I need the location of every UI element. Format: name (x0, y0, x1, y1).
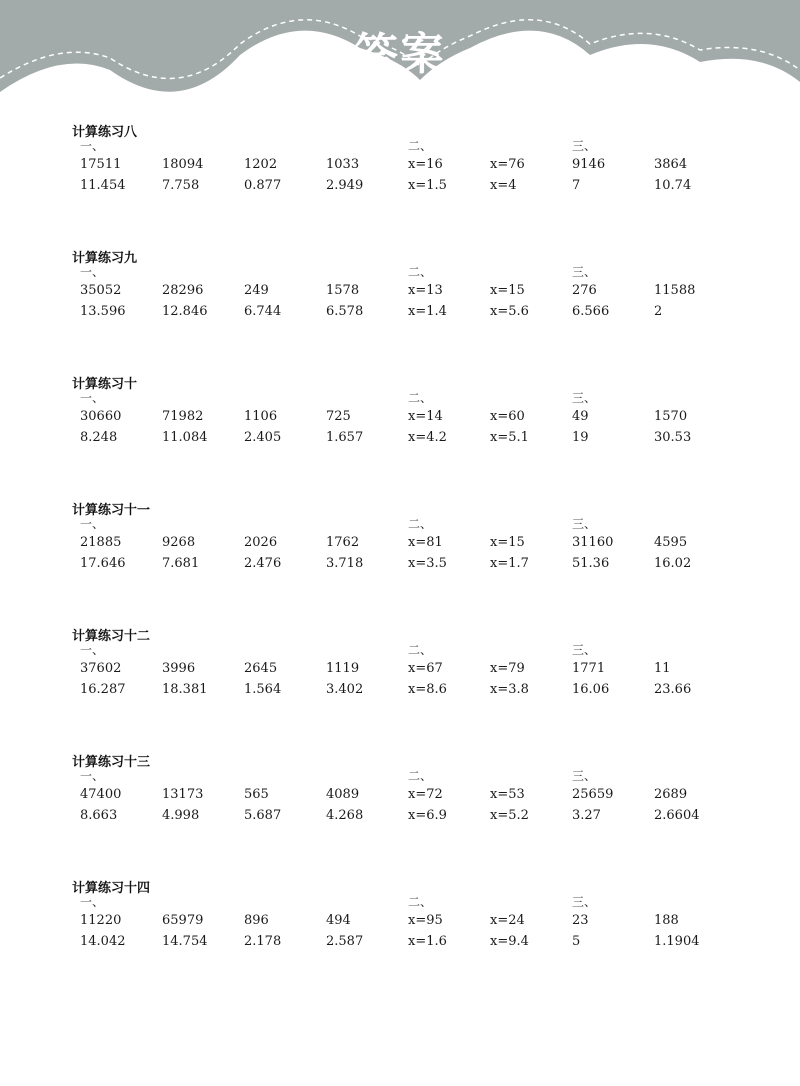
answer-row (72, 934, 772, 954)
answer-value: 25659 (572, 787, 614, 802)
answer-value: x=16 (408, 157, 443, 172)
answer-value: x=81 (408, 535, 443, 550)
answer-value: 9268 (162, 535, 196, 550)
answer-value: 2 (654, 304, 663, 319)
answer-value: x=95 (408, 913, 443, 928)
answer-value: 8.248 (80, 430, 118, 445)
answer-value: 2.476 (244, 556, 282, 571)
answer-value: 13173 (162, 787, 204, 802)
answer-value: 7 (572, 178, 581, 193)
section-title: 计算练习十三 (72, 755, 151, 770)
answer-value: 23.66 (654, 682, 692, 697)
answer-value: x=5.2 (490, 808, 529, 823)
answer-value: 16.06 (572, 682, 610, 697)
answer-value: 1762 (326, 535, 360, 550)
part-marker: 二、 (408, 643, 433, 657)
answer-value: 31160 (572, 535, 614, 550)
answer-row (72, 661, 772, 681)
exercise-section (72, 751, 772, 851)
part-marker: 一、 (80, 769, 105, 783)
answer-value: 4.268 (326, 808, 364, 823)
answer-value: 30.53 (654, 430, 692, 445)
part-marker: 三、 (572, 265, 597, 279)
answer-row (72, 808, 772, 828)
answer-value: 11 (654, 661, 671, 676)
answer-value: 1106 (244, 409, 278, 424)
part-marker: 二、 (408, 769, 433, 783)
answer-value: 5.687 (244, 808, 282, 823)
answer-value: x=5.6 (490, 304, 529, 319)
section-title: 计算练习八 (72, 125, 138, 140)
answer-value: 71982 (162, 409, 204, 424)
answer-value: 17511 (80, 157, 122, 172)
part-marker: 一、 (80, 643, 105, 657)
answer-value: 276 (572, 283, 597, 298)
answer-value: 12.846 (162, 304, 208, 319)
answer-row (72, 178, 772, 198)
part-marker: 一、 (80, 517, 105, 531)
answer-value: x=3.8 (490, 682, 529, 697)
answer-value: x=15 (490, 535, 525, 550)
answer-row (72, 304, 772, 324)
answer-value: 51.36 (572, 556, 610, 571)
answer-value: x=3.5 (408, 556, 447, 571)
answer-value: 2689 (654, 787, 688, 802)
section-title: 计算练习十一 (72, 503, 151, 518)
answer-value: 10.74 (654, 178, 692, 193)
section-title: 计算练习九 (72, 251, 138, 266)
answer-value: 23 (572, 913, 589, 928)
answer-value: 1033 (326, 157, 360, 172)
answer-value: 1.564 (244, 682, 282, 697)
answer-value: 6.566 (572, 304, 610, 319)
answer-value: 7.681 (162, 556, 200, 571)
answer-value: x=8.6 (408, 682, 447, 697)
answer-value: 188 (654, 913, 679, 928)
answer-value: 11.454 (80, 178, 126, 193)
answer-value: 1771 (572, 661, 606, 676)
answer-value: x=13 (408, 283, 443, 298)
answer-value: 35052 (80, 283, 122, 298)
answer-row (72, 913, 772, 933)
answer-value: 1570 (654, 409, 688, 424)
answer-value: x=1.4 (408, 304, 447, 319)
answer-value: 49 (572, 409, 589, 424)
answer-value: 4.998 (162, 808, 200, 823)
answer-value: 4595 (654, 535, 688, 550)
answer-row (72, 787, 772, 807)
part-marker: 三、 (572, 391, 597, 405)
exercise-section (72, 247, 772, 347)
answer-value: 1119 (326, 661, 360, 676)
section-title: 计算练习十 (72, 377, 138, 392)
part-marker: 三、 (572, 769, 597, 783)
answer-value: 17.646 (80, 556, 126, 571)
answer-value: 3.402 (326, 682, 364, 697)
answer-value: 896 (244, 913, 269, 928)
answer-value: 2.587 (326, 934, 364, 949)
answer-value: x=4.2 (408, 430, 447, 445)
answer-value: x=15 (490, 283, 525, 298)
answer-value: 6.744 (244, 304, 282, 319)
answer-value: x=1.7 (490, 556, 529, 571)
part-marker: 一、 (80, 391, 105, 405)
section-title: 计算练习十四 (72, 881, 151, 896)
answer-value: 2.6604 (654, 808, 700, 823)
part-marker: 二、 (408, 391, 433, 405)
part-marker: 三、 (572, 517, 597, 531)
answer-value: x=72 (408, 787, 443, 802)
answer-value: 2.178 (244, 934, 282, 949)
answer-value: 6.578 (326, 304, 364, 319)
answer-value: 14.042 (80, 934, 126, 949)
part-marker: 一、 (80, 139, 105, 153)
answer-value: 565 (244, 787, 269, 802)
answer-value: 249 (244, 283, 269, 298)
part-marker: 二、 (408, 139, 433, 153)
answer-value: 7.758 (162, 178, 200, 193)
answer-value: 11.084 (162, 430, 208, 445)
answer-value: 3996 (162, 661, 196, 676)
answer-row (72, 556, 772, 576)
answer-value: 2645 (244, 661, 278, 676)
answer-value: 11588 (654, 283, 696, 298)
answer-value: 16.02 (654, 556, 692, 571)
answer-value: 18094 (162, 157, 204, 172)
answer-value: 0.877 (244, 178, 282, 193)
part-marker: 三、 (572, 139, 597, 153)
answer-value: x=1.6 (408, 934, 447, 949)
answer-value: 18.381 (162, 682, 208, 697)
answer-row (72, 157, 772, 177)
answer-value: x=1.5 (408, 178, 447, 193)
answer-value: x=67 (408, 661, 443, 676)
answer-value: 14.754 (162, 934, 208, 949)
exercise-section (72, 625, 772, 725)
answer-value: 30660 (80, 409, 122, 424)
answer-value: 28296 (162, 283, 204, 298)
answer-value: 1.1904 (654, 934, 700, 949)
answer-value: 37602 (80, 661, 122, 676)
answer-value: 21885 (80, 535, 122, 550)
answer-value: 47400 (80, 787, 122, 802)
answer-value: x=24 (490, 913, 525, 928)
answer-value: x=6.9 (408, 808, 447, 823)
section-title: 计算练习十二 (72, 629, 151, 644)
answer-value: x=60 (490, 409, 525, 424)
answer-value: 2.949 (326, 178, 364, 193)
answer-value: 3.27 (572, 808, 601, 823)
answer-row (72, 535, 772, 555)
answer-value: 1578 (326, 283, 360, 298)
answer-value: 1.657 (326, 430, 364, 445)
answer-value: x=79 (490, 661, 525, 676)
answer-value: 8.663 (80, 808, 118, 823)
answer-value: x=76 (490, 157, 525, 172)
part-marker: 二、 (408, 265, 433, 279)
answer-value: 3.718 (326, 556, 364, 571)
answer-value: 65979 (162, 913, 204, 928)
part-marker: 三、 (572, 643, 597, 657)
exercise-section (72, 121, 772, 221)
answer-value: 1202 (244, 157, 278, 172)
answer-value: 2.405 (244, 430, 282, 445)
exercise-section (72, 499, 772, 599)
answer-value: 3864 (654, 157, 688, 172)
answer-value: x=4 (490, 178, 517, 193)
answer-value: x=53 (490, 787, 525, 802)
answer-value: 725 (326, 409, 351, 424)
answer-value: 11220 (80, 913, 122, 928)
answer-row (72, 409, 772, 429)
answer-row (72, 682, 772, 702)
answer-value: 19 (572, 430, 589, 445)
answer-value: x=9.4 (490, 934, 529, 949)
answer-value: 16.287 (80, 682, 126, 697)
answer-value: x=14 (408, 409, 443, 424)
answer-value: x=5.1 (490, 430, 529, 445)
part-marker: 三、 (572, 895, 597, 909)
answer-value: 2026 (244, 535, 278, 550)
answer-row (72, 430, 772, 450)
part-marker: 二、 (408, 517, 433, 531)
answer-value: 13.596 (80, 304, 126, 319)
answer-value: 4089 (326, 787, 360, 802)
part-marker: 一、 (80, 265, 105, 279)
part-marker: 一、 (80, 895, 105, 909)
answer-value: 494 (326, 913, 351, 928)
answer-value: 5 (572, 934, 581, 949)
exercise-section (72, 877, 772, 977)
exercise-section (72, 373, 772, 473)
answer-row (72, 283, 772, 303)
page-title: 答案 (354, 29, 446, 80)
answer-value: 9146 (572, 157, 606, 172)
part-marker: 二、 (408, 895, 433, 909)
page-header (0, 0, 800, 130)
